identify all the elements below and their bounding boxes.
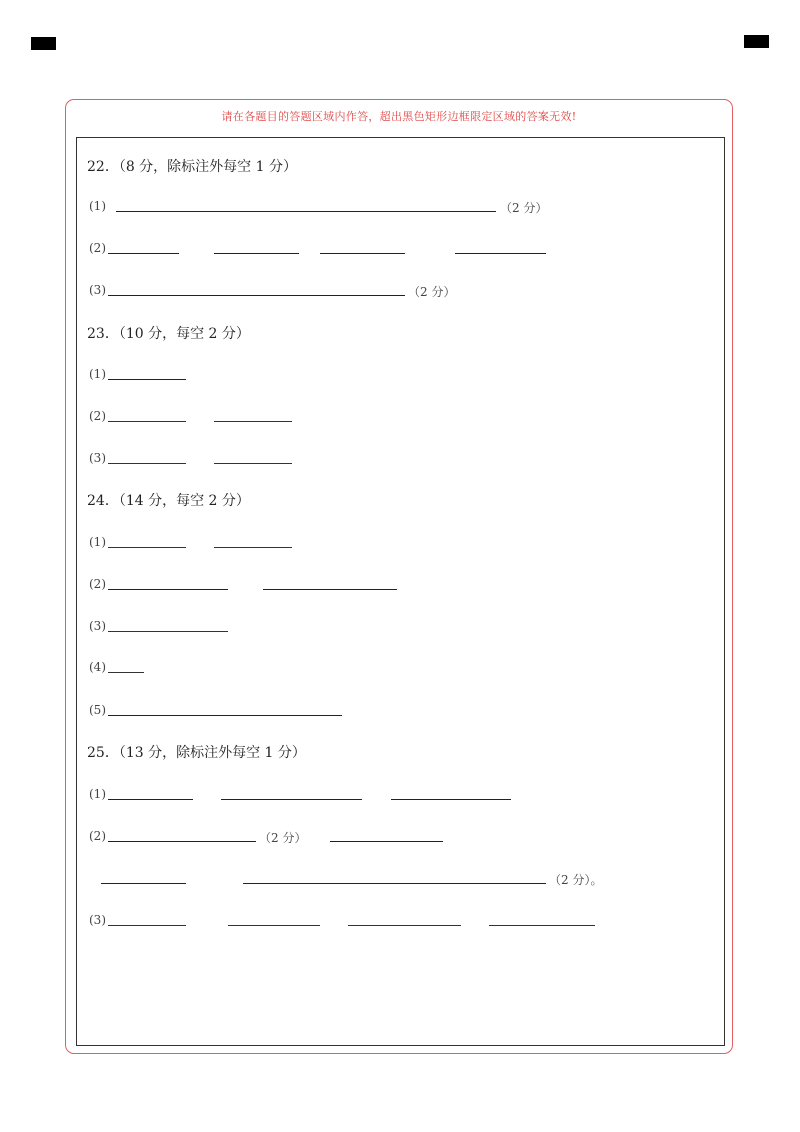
q24-part5-blank[interactable] bbox=[108, 715, 342, 716]
q24-part4-label: (4) bbox=[89, 660, 106, 674]
q23-part2-blank-2[interactable] bbox=[214, 421, 292, 422]
q25-part3-blank-1[interactable] bbox=[108, 925, 186, 926]
q24-part1-blank-2[interactable] bbox=[214, 547, 292, 548]
q22-part3-score: （2 分） bbox=[408, 285, 456, 299]
q22-part2-blank-1[interactable] bbox=[108, 253, 179, 254]
q22-part3-label: (3) bbox=[89, 283, 106, 297]
q24-part1-blank-1[interactable] bbox=[108, 547, 186, 548]
q25-part2-label: (2) bbox=[89, 829, 106, 843]
q25-part3-label: (3) bbox=[89, 913, 106, 927]
q22-part1-label: (1) bbox=[89, 199, 106, 213]
answer-area-notice: 请在各题目的答题区域内作答，超出黑色矩形边框限定区域的答案无效! bbox=[221, 110, 577, 123]
q22-part3-blank[interactable] bbox=[108, 295, 405, 296]
q24-part4-blank[interactable] bbox=[108, 672, 144, 673]
q24-part5-label: (5) bbox=[89, 703, 106, 717]
q23-part1-label: (1) bbox=[89, 367, 106, 381]
q22-part2-blank-4[interactable] bbox=[455, 253, 546, 254]
q22-part1-score: （2 分） bbox=[500, 201, 548, 215]
q24-part2-blank-1[interactable] bbox=[108, 589, 228, 590]
q25-part1-blank-3[interactable] bbox=[391, 799, 511, 800]
question-25-title: 25．（13 分，除标注外每空 1 分） bbox=[87, 745, 306, 761]
q22-part1-blank[interactable] bbox=[116, 211, 496, 212]
question-24-title: 24．（14 分，每空 2 分） bbox=[87, 493, 250, 509]
q22-part2-blank-3[interactable] bbox=[320, 253, 405, 254]
q25-part1-blank-1[interactable] bbox=[108, 799, 193, 800]
q24-part3-blank[interactable] bbox=[108, 631, 228, 632]
q25-part2-blank-3[interactable] bbox=[101, 883, 186, 884]
question-23-title: 23．（10 分，每空 2 分） bbox=[87, 326, 250, 342]
q24-part1-label: (1) bbox=[89, 535, 106, 549]
q22-part2-label: (2) bbox=[89, 241, 106, 255]
q25-part3-blank-3[interactable] bbox=[348, 925, 461, 926]
q25-part1-blank-2[interactable] bbox=[221, 799, 362, 800]
question-22-title: 22．（8 分，除标注外每空 1 分） bbox=[87, 159, 297, 175]
q23-part1-blank[interactable] bbox=[108, 379, 186, 380]
q22-part2-blank-2[interactable] bbox=[214, 253, 299, 254]
q25-part1-label: (1) bbox=[89, 787, 106, 801]
q23-part2-blank-1[interactable] bbox=[108, 421, 186, 422]
q23-part3-label: (3) bbox=[89, 451, 106, 465]
q25-part2-blank-4[interactable] bbox=[243, 883, 546, 884]
q24-part2-blank-2[interactable] bbox=[263, 589, 397, 590]
registration-mark-left bbox=[31, 37, 56, 50]
q25-part3-blank-4[interactable] bbox=[489, 925, 595, 926]
q25-part2-score: （2 分） bbox=[259, 831, 307, 845]
q25-part2-blank-1[interactable] bbox=[108, 841, 256, 842]
q25-part2b-score: （2 分）。 bbox=[549, 873, 603, 887]
q24-part2-label: (2) bbox=[89, 577, 106, 591]
q25-part2-blank-2[interactable] bbox=[330, 841, 443, 842]
q24-part3-label: (3) bbox=[89, 619, 106, 633]
q25-part3-blank-2[interactable] bbox=[228, 925, 320, 926]
answer-box bbox=[76, 137, 725, 1046]
registration-mark-right bbox=[744, 35, 769, 48]
q23-part3-blank-1[interactable] bbox=[108, 463, 186, 464]
q23-part3-blank-2[interactable] bbox=[214, 463, 292, 464]
q23-part2-label: (2) bbox=[89, 409, 106, 423]
